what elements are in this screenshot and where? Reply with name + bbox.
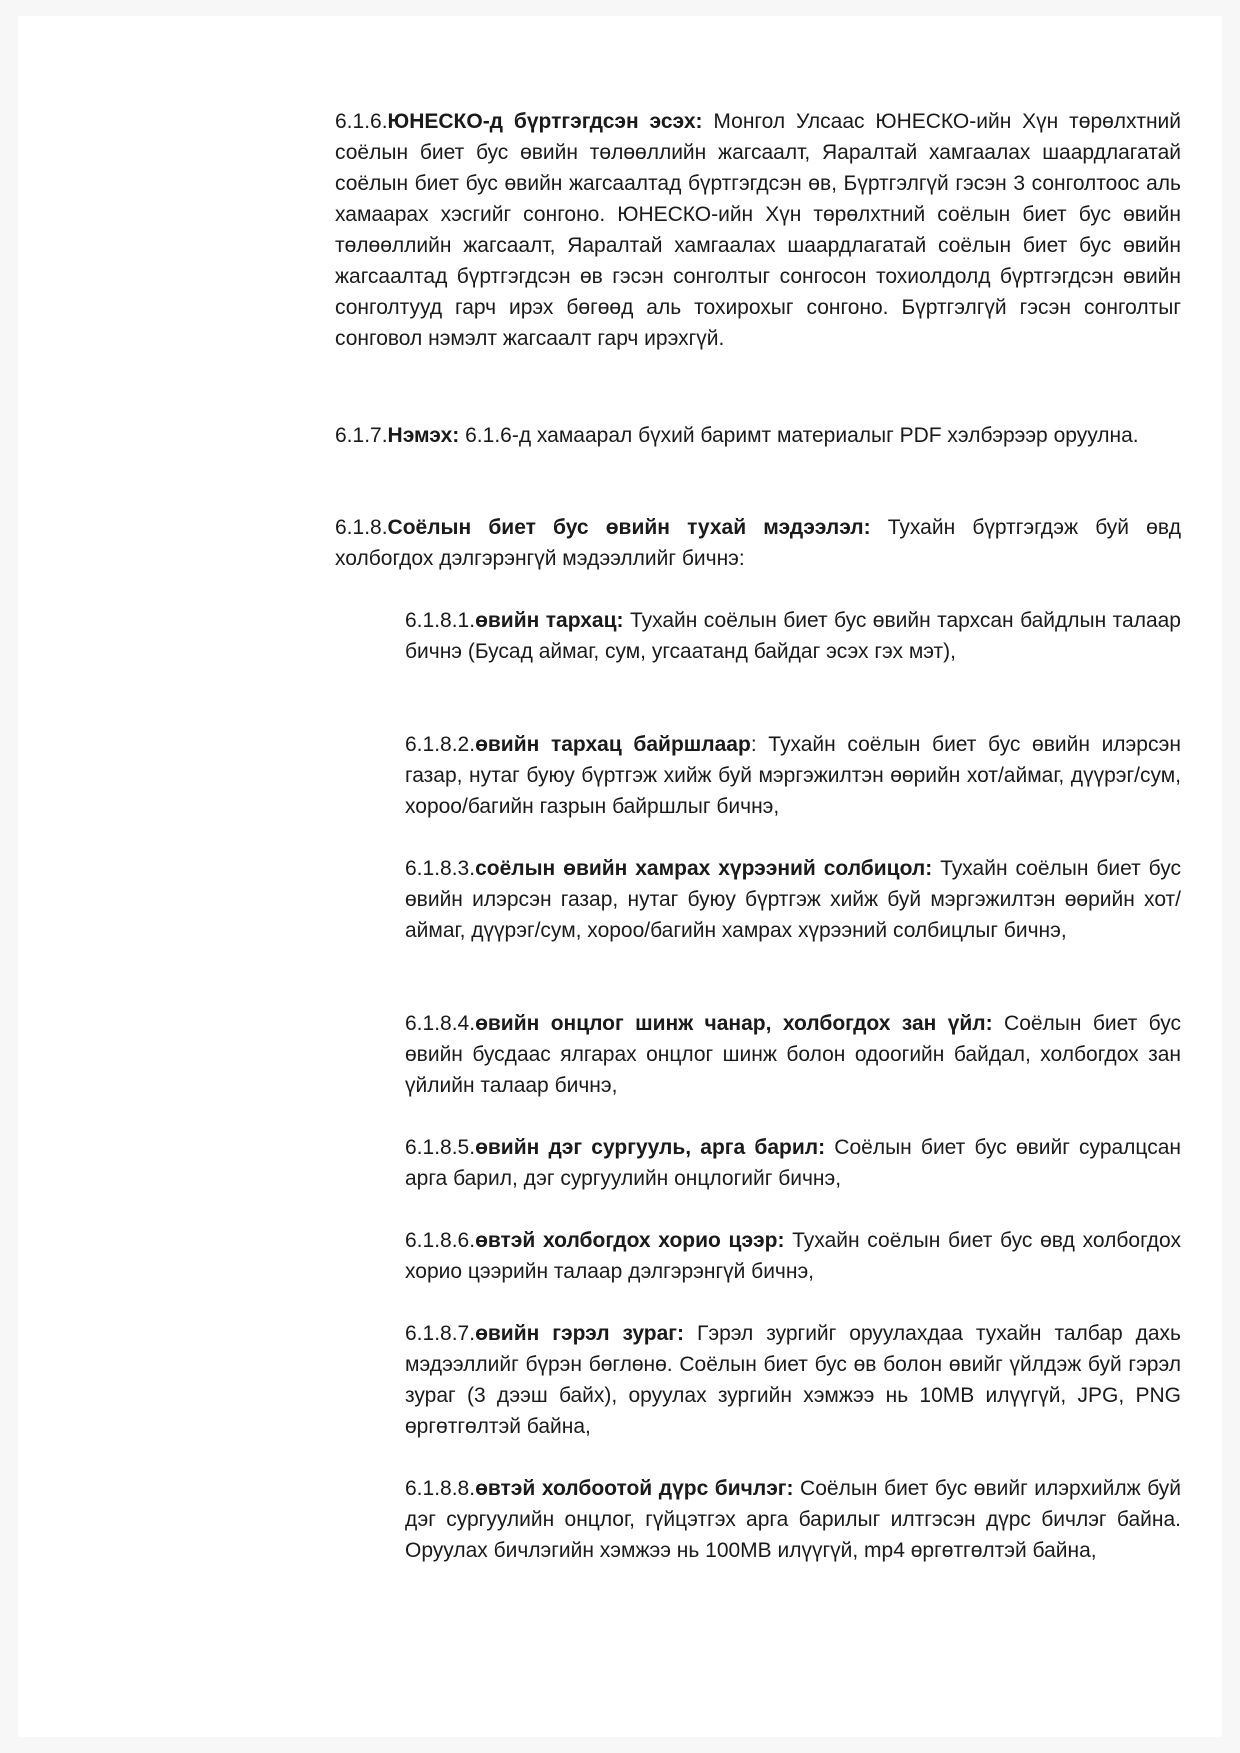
paragraph-6-1-8 [335, 512, 1181, 574]
paragraph-6-1-8-8 [405, 1473, 1181, 1566]
paragraph-heading: өвтэй холбоотой дүрс бичлэг: [475, 1477, 794, 1500]
paragraph-body: Тухайн соёлын биет бус өвийн тархсан байдлын талаар бичнэ (Бусад аймаг, сум, угсаатанд байдаг эсэх гэх мэт), [405, 609, 1181, 663]
paragraph-number: 6.1.8.4. [405, 1012, 476, 1035]
paragraph-6-1-8-6 [405, 1225, 1181, 1287]
paragraph-body: : Тухайн соёлын биет бус өвийн илэрсэн газар, нутаг буюу бүртгэж хийж буй мэргэжилтэн өөрийн хот/аймаг, дүүрэг/сум, хороо/багийн газрын байршлыг бичнэ, [405, 733, 1181, 818]
paragraph-heading: Соёлын биет бус өвийн тухай мэдээлэл: [387, 516, 871, 539]
paragraph-number: 6.1.8.2. [405, 733, 476, 756]
paragraph-6-1-8-3 [405, 853, 1181, 946]
paragraph-body: Соёлын биет бус өвийг суралцсан арга барил, дэг сургуулийн онцлогийг бичнэ, [405, 1136, 1182, 1190]
paragraph-body: Соёлын биет бус өвийг илэрхийлж буй дэг сургуулийн онцлог, гүйцэтгэх арга барилыг илтгэсэн дүрс бичлэг байна. Оруулах бичлэгийн хэмжээ нь 100MB илүүгүй, mp4 өргөтгөлтэй байна, [405, 1477, 1181, 1562]
paragraph-body: Тухайн соёлын биет бус өвийн илэрсэн газар, нутаг буюу бүртгэж хийж буй мэргэжилтэн өөрийн хот/аймаг, дүүрэг/сум, хороо/багийн хамрах хүрээний солбицлыг бичнэ, [405, 857, 1181, 942]
paragraph-heading: Нэмэх: [387, 424, 460, 447]
paragraph-6-1-8-7 [405, 1318, 1181, 1442]
paragraph-body: Монгол Улсаас ЮНЕСКО-ийн Хүн төрөлхтний соёлын биет бус өвийн төлөөллийн жагсаалт, Яаралтай хамгаалах шаардлагатай соёлын биет бус өвийн жагсаалтад бүртгэгдсэн өв, Бүртгэлгүй гэсэн 3 сонголтоос аль хамаарах хэсгийг сонгоно. ЮНЕСКО-ийн Хүн төрөлхтний соёлын биет бус өвийн төлөөллийн жагсаалт, Яаралтай хамгаалах шаардлагатай соёлын биет бус өвийн жагсаалтад бүртгэгдсэн өв гэсэн сонголтыг сонгосон тохиолдолд бүртгэгдсэн өвийн сонголтууд гарч ирэх бөгөөд аль тохирохыг сонгоно. Бүртгэлгүй гэсэн сонголтыг сонговол нэмэлт жагсаалт гарч ирэхгүй. [335, 110, 1181, 350]
paragraph-6-1-8-2 [405, 729, 1181, 822]
paragraph-6-1-7 [335, 420, 1181, 451]
paragraph-6-1-6 [335, 106, 1181, 354]
document-page [18, 16, 1222, 1737]
paragraph-body: Соёлын биет бус өвийн бусдаас ялгарах онцлог шинж болон одоогийн байдал, холбогдох зан үйлийн талаар бичнэ, [405, 1012, 1181, 1097]
paragraph-6-1-8-1 [405, 605, 1181, 667]
paragraph-heading: өвийн дэг сургууль, арга барил: [475, 1136, 826, 1159]
paragraph-6-1-8-4 [405, 1008, 1181, 1101]
paragraph-heading: ЮНЕСКО-д бүртгэгдсэн эсэх: [387, 110, 703, 133]
paragraph-number: 6.1.6. [335, 110, 388, 133]
paragraph-body: 6.1.6-д хамаарал бүхий баримт материалыг PDF хэлбэрээр оруулна. [459, 424, 1139, 447]
paragraph-body: Тухайн соёлын биет бус өвд холбогдох хорио цээрийн талаар дэлгэрэнгүй бичнэ, [405, 1229, 1181, 1283]
paragraph-number: 6.1.8.5. [405, 1136, 476, 1159]
paragraph-heading: өвтэй холбогдох хорио цээр: [475, 1229, 785, 1252]
paragraph-heading: өвийн тархац байршлаар [475, 733, 751, 756]
paragraph-number: 6.1.7. [335, 424, 388, 447]
paragraph-number: 6.1.8.8. [405, 1477, 476, 1500]
paragraph-number: 6.1.8.6. [405, 1229, 476, 1252]
paragraph-6-1-8-5 [405, 1132, 1181, 1194]
paragraph-body: Гэрэл зургийг оруулахдаа тухайн талбар дахь мэдээллийг бүрэн бөглөнө. Соёлын биет бус өв болон өвийг үйлдэж буй гэрэл зураг (3 дээш байх), оруулах зургийн хэмжээ нь 10MB илүүгүй, JPG, PNG өргөтгөлтэй байна, [405, 1322, 1181, 1438]
paragraph-number: 6.1.8.3. [405, 857, 476, 880]
paragraph-body: Тухайн бүртгэгдэж буй өвд холбогдох дэлгэрэнгүй мэдээллийг бичнэ: [335, 516, 1181, 570]
paragraph-heading: өвийн гэрэл зураг: [475, 1322, 685, 1345]
paragraph-number: 6.1.8. [335, 516, 388, 539]
paragraph-heading: өвийн тархац: [475, 609, 624, 632]
paragraph-number: 6.1.8.7. [405, 1322, 476, 1345]
paragraph-heading: соёлын өвийн хамрах хүрээний солбицол: [475, 857, 933, 880]
paragraph-number: 6.1.8.1. [405, 609, 476, 632]
paragraph-heading: өвийн онцлог шинж чанар, холбогдох зан үйл: [475, 1012, 993, 1035]
